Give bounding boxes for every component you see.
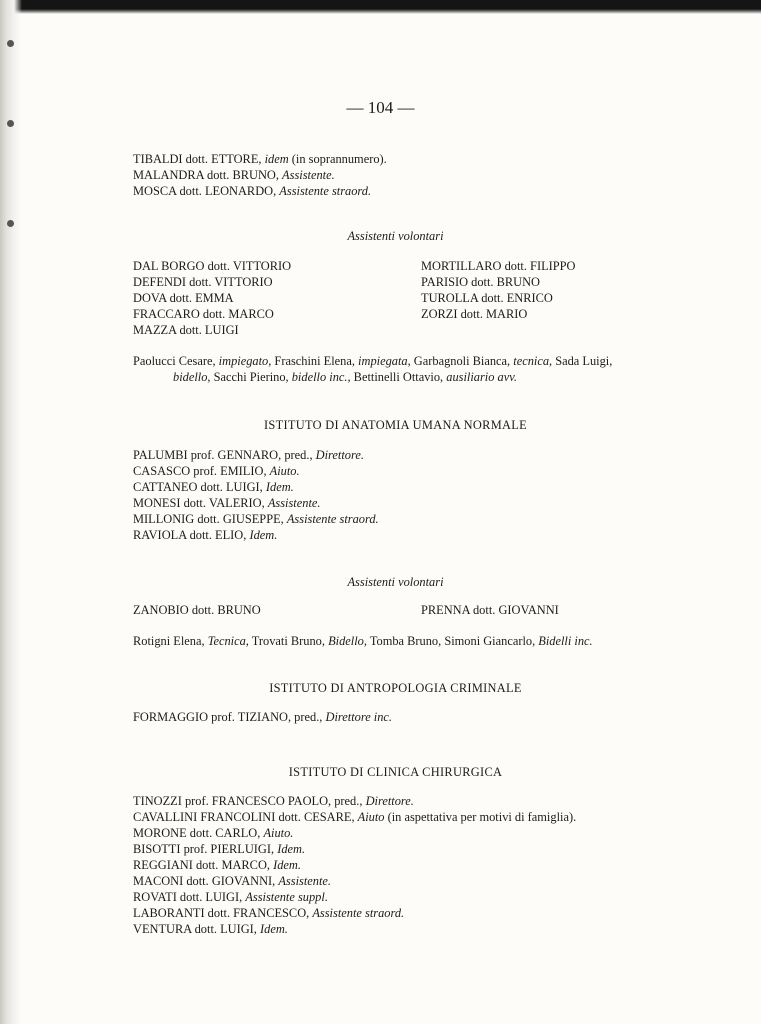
staff-entry: PALUMBI prof. GENNARO, pred., Direttore. <box>133 448 364 462</box>
volunteer-entry: ZORZI dott. MARIO <box>421 307 528 321</box>
staff-entry: MONESI dott. VALERIO, Assistente. <box>133 496 321 510</box>
staff-entry: CATTANEO dott. LUIGI, Idem. <box>133 480 294 494</box>
staff-entry: ROVATI dott. LUIGI, Assistente suppl. <box>133 890 328 904</box>
staff-entry: MALANDRA dott. BRUNO, Assistente. <box>133 168 335 182</box>
scan-top-border <box>0 0 761 14</box>
staff-entry: FORMAGGIO prof. TIZIANO, pred., Direttore inc. <box>133 710 393 724</box>
staff-entry: MORONE dott. CARLO, Aiuto. <box>133 826 294 840</box>
binding-hole <box>7 120 14 127</box>
volunteer-entry: TUROLLA dott. ENRICO <box>421 291 553 305</box>
staff-entry: LABORANTI dott. FRANCESCO, Assistente straord. <box>133 906 405 920</box>
volunteer-entry: DAL BORGO dott. VITTORIO <box>133 259 292 273</box>
section-heading: ISTITUTO DI CLINICA CHIRURGICA <box>288 765 503 779</box>
page-number: — 104 — <box>346 98 415 117</box>
section-subheading: Assistenti volontari <box>347 575 444 589</box>
volunteer-entry: ZANOBIO dott. BRUNO <box>133 603 261 617</box>
section-subheading: Assistenti volontari <box>347 229 444 243</box>
volunteer-entry: MORTILLARO dott. FILIPPO <box>421 259 576 273</box>
staff-paragraph-line: Paolucci Cesare, impiegato, Fraschini Elena, impiegata, Garbagnoli Bianca, tecnica, Sada Luigi, <box>133 354 613 368</box>
staff-entry: MACONI dott. GIOVANNI, Assistente. <box>133 874 332 888</box>
volunteer-entry: DEFENDI dott. VITTORIO <box>133 275 273 289</box>
staff-entry: VENTURA dott. LUIGI, Idem. <box>133 922 288 936</box>
staff-paragraph-line: Rotigni Elena, Tecnica, Trovati Bruno, Bidello, Tomba Bruno, Simoni Giancarlo, Bidelli inc. <box>133 634 593 648</box>
staff-paragraph-line: bidello, Sacchi Pierino, bidello inc., Bettinelli Ottavio, ausiliario avv. <box>173 370 517 384</box>
section-heading: ISTITUTO DI ANATOMIA UMANA NORMALE <box>263 418 528 432</box>
staff-entry: BISOTTI prof. PIERLUIGI, Idem. <box>133 842 306 856</box>
staff-entry: MILLONIG dott. GIUSEPPE, Assistente straord. <box>133 512 379 526</box>
staff-entry: CASASCO prof. EMILIO, Aiuto. <box>133 464 300 478</box>
staff-entry: TINOZZI prof. FRANCESCO PAOLO, pred., Direttore. <box>133 794 414 808</box>
staff-entry: REGGIANI dott. MARCO, Idem. <box>133 858 301 872</box>
volunteer-entry: PARISIO dott. BRUNO <box>421 275 540 289</box>
staff-entry: TIBALDI dott. ETTORE, idem (in soprannumero). <box>133 152 387 166</box>
staff-entry: RAVIOLA dott. ELIO, Idem. <box>133 528 278 542</box>
binding-hole <box>7 40 14 47</box>
staff-entry: MOSCA dott. LEONARDO, Assistente straord. <box>133 184 372 198</box>
volunteer-entry: PRENNA dott. GIOVANNI <box>421 603 559 617</box>
volunteer-entry: FRACCARO dott. MARCO <box>133 307 274 321</box>
staff-entry: CAVALLINI FRANCOLINI dott. CESARE, Aiuto (in aspettativa per motivi di famiglia). <box>133 810 577 824</box>
volunteer-entry: MAZZA dott. LUIGI <box>133 323 239 337</box>
binding-edge <box>0 0 22 1024</box>
binding-hole <box>7 220 14 227</box>
section-heading: ISTITUTO DI ANTROPOLOGIA CRIMINALE <box>269 681 522 695</box>
volunteer-entry: DOVA dott. EMMA <box>133 291 234 305</box>
